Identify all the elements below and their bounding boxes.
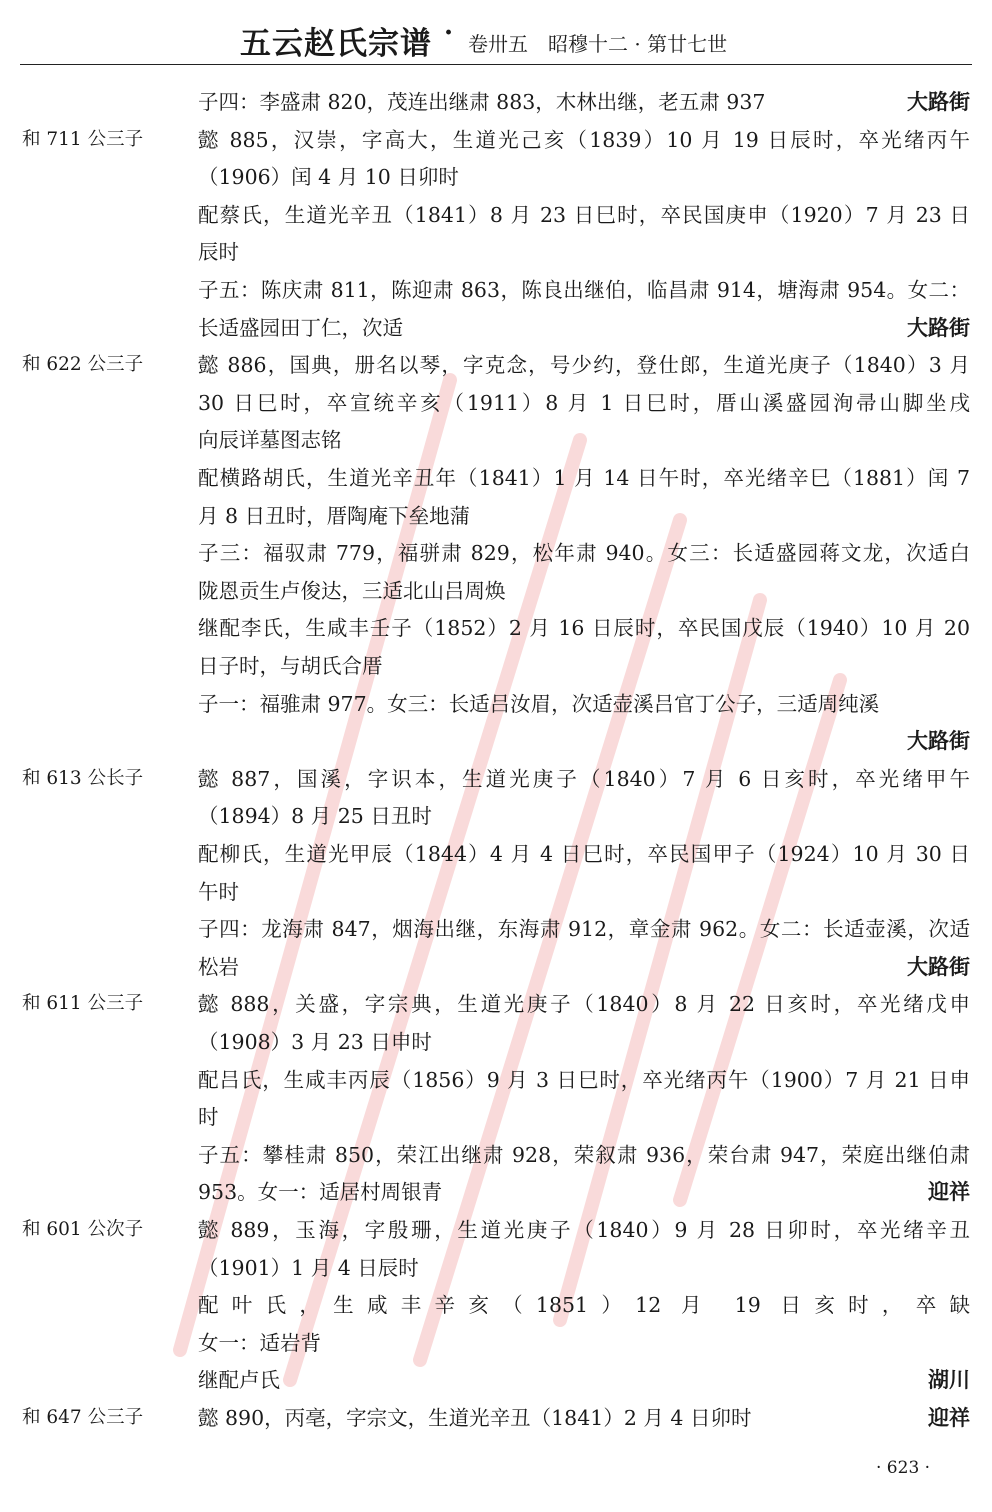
title-separator: · [444, 18, 454, 48]
entry-text-line: 配柳氏，生道光甲辰（1844）4 月 4 日巳时，卒民国甲子（1924）10 月 30 日 [198, 842, 970, 866]
entry-text-line: 子五：攀桂肃 850，荣江出继肃 928，荣叙肃 936，荣台肃 947，荣庭出继伯肃 [198, 1142, 970, 1167]
book-title: 五云赵氏宗谱 [240, 26, 432, 62]
entry-text-line: 懿 890，丙亳，字宗文，生道光辛丑（1841）2 月 4 日卯时 [198, 1406, 752, 1430]
entry-place: 大路街 [907, 89, 970, 114]
entry-text-line: 懿 885，汉崇，字高大，生道光己亥（1839）10 月 19 日辰时，卒光绪丙午 [198, 127, 970, 152]
page-header [0, 0, 992, 66]
entry-parent: 和 601 公次子 [22, 1219, 144, 1240]
header-rule [20, 64, 972, 65]
entry-text-line: 子五：陈庆肃 811，陈迎肃 863，陈良出继伯，临昌肃 914，塘海肃 954。女二： [198, 278, 970, 302]
page-number: · 623 · [876, 1458, 931, 1478]
entry-text-line: 向辰详墓图志铭 [198, 428, 342, 453]
entry-text-line: 继配李氏，生咸丰壬子（1852）2 月 16 日辰时，卒民国戊辰（1940）10 月 20 [198, 616, 970, 641]
entry-text-line: 时 [198, 1105, 219, 1130]
entry-text-line: 30 日巳时，卒宣统辛亥（1911）8 月 1 日巳时，厝山溪盛园洵帚山脚坐戌 [198, 390, 970, 415]
entry-text-line: 配叶氏，生咸丰辛亥（1851）12 月 19 日亥时，卒缺 [198, 1293, 970, 1318]
entry-text-line: 辰时 [198, 240, 239, 265]
entry-place: 迎祥 [928, 1405, 970, 1430]
entry-place: 大路街 [907, 953, 970, 979]
entry-text-line: 松岩 [198, 954, 239, 979]
entry-text-line: 陇恩贡生卢俊达，三适北山吕周焕 [198, 578, 506, 603]
entry-text-line: 子三：福驭肃 779，福骈肃 829，松年肃 940。女三：长适盛园蒋文龙，次适白 [198, 541, 970, 566]
entry-text-line: 懿 886，国典，册名以琴，字克念，号少约，登仕郎，生道光庚子（1840）3 月 [198, 353, 970, 378]
entry-place: 迎祥 [928, 1179, 970, 1205]
volume-subtitle: 卷卅五 昭穆十二 · 第廿七世 [468, 32, 728, 56]
entry-place: 大路街 [907, 728, 970, 754]
entry-text-line: （1908）3 月 23 日申时 [198, 1030, 432, 1054]
entry-text-line: 女一：适岩背 [198, 1330, 321, 1355]
entry-parent: 和 711 公三子 [22, 128, 144, 150]
entry-text-line: 午时 [198, 879, 239, 904]
entry-text-line: 日子时，与胡氏合厝 [198, 654, 383, 678]
entry-text-line: 继配卢氏 [198, 1368, 280, 1393]
entry-parent: 和 647 公三子 [22, 1407, 144, 1428]
entry-text-line: 月 8 日丑时，厝陶庵下垒地蒲 [198, 503, 471, 528]
entry-text-line: （1901）1 月 4 日辰时 [198, 1255, 419, 1280]
entry-text-line: （1906）闰 4 月 10 日卯时 [198, 165, 459, 190]
entry-parent: 和 611 公三子 [22, 993, 144, 1015]
entry-text-line: 长适盛园田丁仁，次适 [198, 315, 403, 340]
entry-place: 湖川 [928, 1367, 970, 1393]
entry-text-line: 953。女一：适居村周银青 [198, 1180, 443, 1205]
entry-text-line: 子四：龙海肃 847，烟海出继，东海肃 912，章金肃 962。女二：长适壶溪，次适 [198, 917, 970, 942]
entry-text-line: 配吕氏，生咸丰丙辰（1856）9 月 3 日巳时，卒光绪丙午（1900）7 月 21 日申 [198, 1067, 970, 1092]
entry-text-line: 子一：福骓肃 977。女三：长适吕汝眉，次适壶溪吕官丁公子，三适周纯溪 [198, 691, 880, 716]
entry-text-line: （1894）8 月 25 日丑时 [198, 804, 432, 829]
entry-place: 大路街 [907, 314, 970, 340]
entry-text-line: 配蔡氏，生道光辛丑（1841）8 月 23 日巳时，卒民国庚申（1920）7 月 23 日 [198, 202, 970, 227]
entry-text-line: 子四：李盛肃 820，茂连出继肃 883，木林出继，老五肃 937 [198, 90, 766, 114]
entry-text-line: 懿 887，国溪，字识本，生道光庚子（1840）7 月 6 日亥时，卒光绪甲午 [198, 766, 970, 791]
entry-text-line: 懿 889，玉海，字殷珊，生道光庚子（1840）9 月 28 日卯时，卒光绪辛丑 [198, 1218, 970, 1242]
entry-text-line: 配横路胡氏，生道光辛丑年（1841）1 月 14 日午时，卒光绪辛巳（1881）闰 7 [198, 466, 970, 490]
entry-parent: 和 613 公长子 [22, 767, 144, 789]
entry-parent: 和 622 公三子 [22, 354, 144, 376]
entry-text-line: 懿 888，关盛，字宗典，生道光庚子（1840）8 月 22 日亥时，卒光绪戊申 [198, 992, 970, 1017]
